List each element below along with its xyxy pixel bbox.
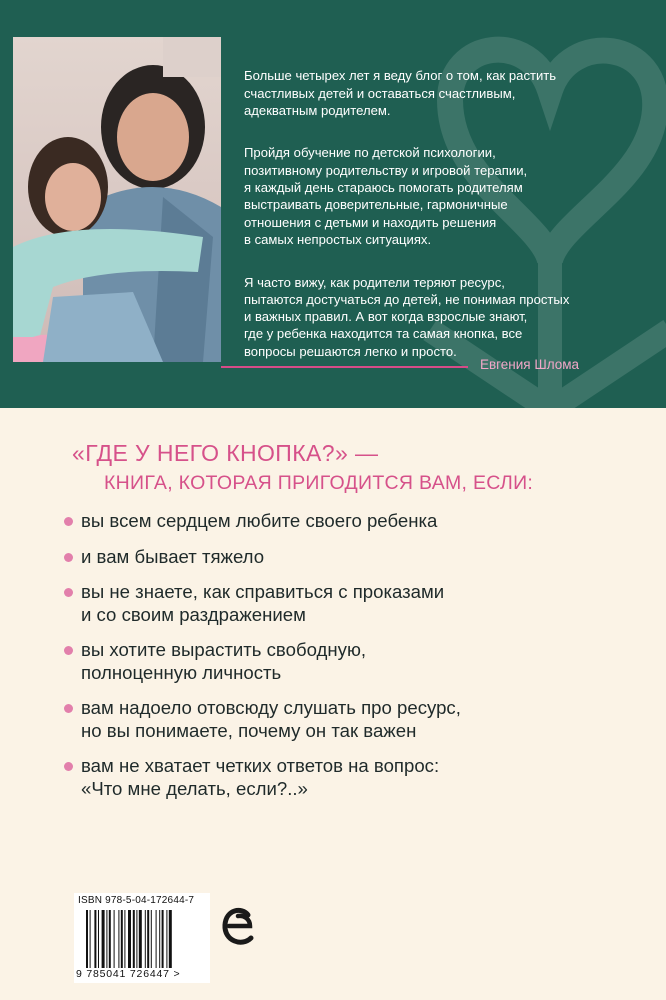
list-item	[64, 639, 644, 684]
bio-paragraph: Больше четырех лет я веду блог о том, как растить счастливых детей и оставаться счастливым, адекватным родителем.	[244, 68, 557, 118]
list-item	[64, 755, 644, 800]
bullet-dot-icon	[64, 588, 73, 597]
headline-subtitle: КНИГА, КОТОРАЯ ПРИГОДИТСЯ ВАМ, ЕСЛИ:	[104, 472, 534, 494]
author-photo	[13, 37, 221, 362]
list-item	[64, 546, 644, 569]
publisher-logo-icon	[220, 905, 256, 949]
list-item-text: вы хотите вырастить свободную, полноценную личность	[81, 639, 367, 683]
bullet-dot-icon	[64, 704, 73, 713]
signature-divider	[221, 366, 468, 368]
list-item	[64, 510, 644, 533]
bio-paragraph: Пройдя обучение по детской психологии, позитивному родительству и игровой терапии, я каждый день стараюсь помогать родителям выстраивать доверительные, гармоничные отношения с детьми и находить решения в самых непростых ситуациях.	[244, 145, 528, 247]
bullet-dot-icon	[64, 517, 73, 526]
barcode-bars	[86, 910, 198, 968]
list-item	[64, 697, 644, 742]
author-name: Евгения Шлома	[480, 357, 580, 372]
list-item-text: вам надоело отовсюду слушать про ресурс, но вы понимаете, почему он так важен	[81, 697, 461, 741]
author-photo-illustration	[13, 37, 221, 362]
list-item-text: вы не знаете, как справиться с проказами и со своим раздражением	[81, 581, 445, 625]
list-item-text: вам не хватает четких ответов на вопрос: «Что мне делать, если?..»	[81, 755, 440, 799]
barcode	[74, 893, 210, 983]
author-bio	[244, 50, 654, 385]
list-item	[64, 581, 644, 626]
reasons-list	[64, 510, 644, 813]
list-item-text: и вам бывает тяжело	[81, 545, 265, 567]
bio-paragraph: Я часто вижу, как родители теряют ресурс, пытаются достучаться до детей, не понимая простых и важных правил. А вот когда взрослые знают, где у ребенка находится та самая кнопка, все вопросы решаются легко и просто.	[244, 274, 570, 359]
list-item-text: вы всем сердцем любите своего ребенка	[81, 510, 438, 531]
bullet-dot-icon	[64, 553, 73, 562]
bullet-dot-icon	[64, 646, 73, 655]
barcode-number: 9 785041 726447 >	[76, 968, 181, 980]
isbn-text: ISBN 978-5-04-172644-7	[78, 895, 195, 906]
bullet-dot-icon	[64, 762, 73, 771]
author-panel	[0, 0, 666, 408]
headline-title: «ГДЕ У НЕГО КНОПКА?» —	[72, 440, 379, 466]
